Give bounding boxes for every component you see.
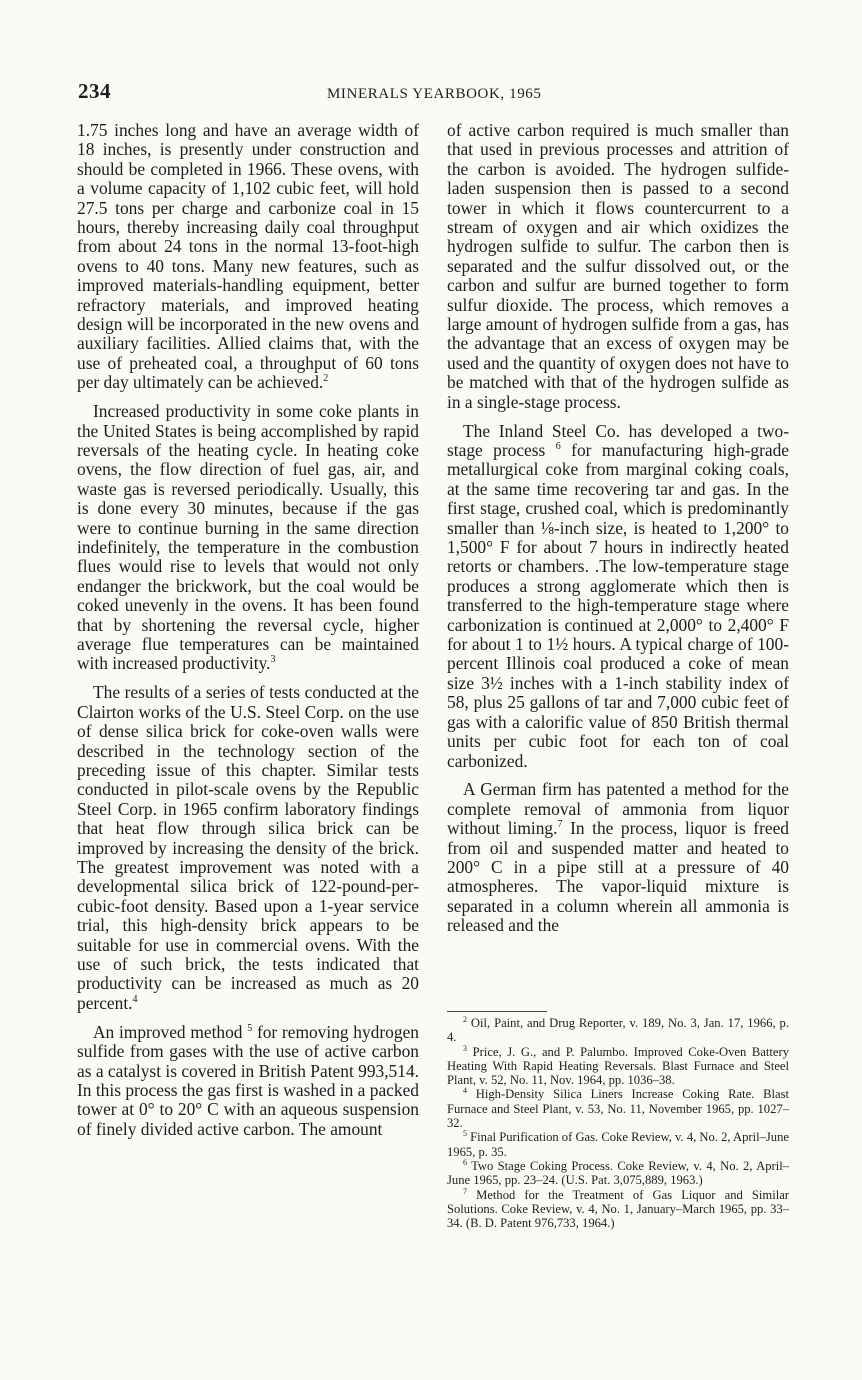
paragraph — [447, 780, 789, 935]
footnote-text: Two Stage Coking Process. Coke Review, v. 4, No. 2, April–June 1965, pp. 23–24. (U.S. Pat. 3,075,889, 1963.) — [447, 1158, 789, 1188]
paragraph-text: for removing hydrogen sulfide from gases with the use of active carbon as a catalyst is covered in British Patent 993,514. In this process the gas first is washed in a packed tower at 0° to 20° C with an aqueous suspension of finely divided active carbon. The amount — [77, 1021, 419, 1139]
footnote — [447, 1159, 789, 1188]
footnote-ref: 5 — [247, 1022, 253, 1034]
paragraph — [77, 1023, 419, 1139]
paragraph-text: A German firm has patented a method for the complete removal of ammonia from liquor without liming. — [447, 779, 789, 839]
footnote-text: Price, J. G., and P. Palumbo. Improved Coke-Oven Battery Heating With Rapid Heating Reversals. Blast Furnace and Steel Plant, v. 52, No. 11, Nov. 1964, pp. 1036–38. — [447, 1044, 789, 1088]
footnote-text: Oil, Paint, and Drug Reporter, v. 189, No. 3, Jan. 17, 1966, p. 4. — [447, 1016, 789, 1045]
footnote-mark: 6 — [463, 1157, 467, 1167]
footnote — [447, 1188, 789, 1231]
footnote-mark: 4 — [463, 1086, 467, 1096]
paragraph-text: 1.75 inches long and have an average width of 18 inches, is presently under construction and should be completed in 1966. These ovens, with a volume capacity of 1,102 cubic feet, will hold 27.5 tons per charge and carbonize coal in 15 hours, thereby increasing daily coal throughput from about 24 tons in the normal 13-foot-high ovens to 40 tons. Many new features, such as improved materials-handling equipment, better refractory materials, and improved heating design will be incorporated in the new ovens and auxiliary facilities. Allied claims that, with the use of preheated coal, a throughput of 60 tons per day ultimately can be achieved. — [77, 120, 419, 393]
paragraph-text: The Inland Steel Co. has developed a two-stage process — [447, 420, 789, 460]
footnote-ref: 3 — [270, 654, 276, 666]
footnote — [447, 1016, 789, 1045]
running-title: MINERALS YEARBOOK, 1965 — [327, 86, 542, 102]
footnote — [447, 1045, 789, 1088]
paragraph — [447, 422, 789, 771]
page-number: 234 — [78, 79, 111, 103]
footnote-text: Method for the Treatment of Gas Liquor and Similar Solutions. Coke Review, v. 4, No. 1, January–March 1965, pp. 33–34. (B. D. Patent 976,733, 1964.) — [447, 1187, 789, 1231]
footnote-text: High-Density Silica Liners Increase Coking Rate. Blast Furnace and Steel Plant, v. 53, No. 11, November 1965, pp. 1027–32. — [447, 1087, 789, 1131]
footnote-ref: 7 — [557, 819, 563, 831]
footnote-mark: 3 — [463, 1043, 467, 1053]
footnote-mark: 5 — [463, 1129, 467, 1139]
footnote-text: Final Purification of Gas. Coke Review, v. 4, No. 2, April–June 1965, p. 35. — [447, 1130, 789, 1159]
footnote-ref: 2 — [323, 373, 329, 385]
paragraph-text: The results of a series of tests conducted at the Clairton works of the U.S. Steel Corp. on the use of dense silica brick for coke-oven walls were described in the technology section of the preceding issue of this chapter. Similar tests conducted in pilot-scale ovens by the Republic Steel Corp. in 1965 confirm laboratory findings that heat flow through silica brick can be improved by increasing the density of the brick. The greatest improvement was noted with a developmental silica brick of 122-pound-per-cubic-foot density. Based upon a 1-year service trial, this high-density brick appears to be suitable for use in commercial ovens. With the use of such brick, the tests indicated that productivity can be increased as much as 20 percent. — [77, 682, 419, 1013]
paragraph — [77, 402, 419, 674]
paragraph-text: for manufacturing high-grade metallurgical coke from marginal coking coals, at the same time recovering tar and gas. In the first stage, crushed coal, which is predominantly smaller than ⅛-inch size, is heated to 1,200° to 1,500° F for about 7 hours in indirectly heated retorts or chambers. .The low-temperature stage produces a strong agglomerate which then is transferred to the high-temperature stage where carbonization is continued at 2,000° to 2,400° F for about 1 to 1½ hours. A typical charge of 100-percent Illinois coal produced a coke of mean size 3½ inches with a 1-inch stability index of 58, plus 25 gallons of tar and 7,000 cubic feet of gas with a calorific value of 850 British thermal units per cubic foot for each ton of coal carbonized. — [447, 440, 789, 771]
paragraph — [77, 683, 419, 1013]
footnote — [447, 1130, 789, 1159]
footnote-mark: 7 — [463, 1186, 467, 1196]
footnote-ref: 6 — [555, 441, 561, 453]
footnotes — [447, 1016, 789, 1230]
footnote-mark: 2 — [463, 1014, 467, 1024]
paragraph-text: Increased productivity in some coke plants in the United States is being accomplished by rapid reversals of the heating cycle. In heating coke ovens, the flow direction of fuel gas, air, and waste gas is reversed periodically. Usually, this is done every 30 minutes, because if the gas were to continue burning in the same direction indefinitely, the temperature in the combustion flues would rise to levels that would not only endanger the brickwork, but the coal would be coked unevenly in the ovens. It has been found that by shortening the reversal cycle, higher average flue temperatures can be maintained with increased productivity. — [77, 401, 419, 674]
left-column — [77, 121, 419, 1149]
footnote-ref: 4 — [132, 994, 138, 1006]
footnote — [447, 1087, 789, 1130]
paragraph-text: In the process, liquor is freed from oil and suspended matter and heated to 200° C in a pipe still at a pressure of 40 atmospheres. The vapor-liquid mixture is separated in a column wherein all ammonia is released and the — [447, 818, 789, 936]
paragraph-text: An improved method — [93, 1021, 243, 1042]
paragraph — [77, 121, 419, 393]
right-column — [447, 121, 789, 945]
paragraph — [447, 121, 789, 412]
footnote-divider — [447, 1011, 547, 1012]
paragraph-text: of active carbon required is much smaller than that used in previous processes and attrition of the carbon is avoided. The hydrogen sulfide-laden suspension then is passed to a second tower in which it flows countercurrent to a stream of oxygen and air which oxidizes the hydrogen sulfide to sulfur. The carbon then is separated and the sulfur dissolved out, or the carbon and sulfur are burned together to form sulfur dioxide. The process, which removes a large amount of hydrogen sulfide from a gas, has the advantage that an excess of oxygen may be used and the quantity of oxygen does not have to be matched with that of the hydrogen sulfide as in a single-stage process. — [447, 120, 789, 412]
